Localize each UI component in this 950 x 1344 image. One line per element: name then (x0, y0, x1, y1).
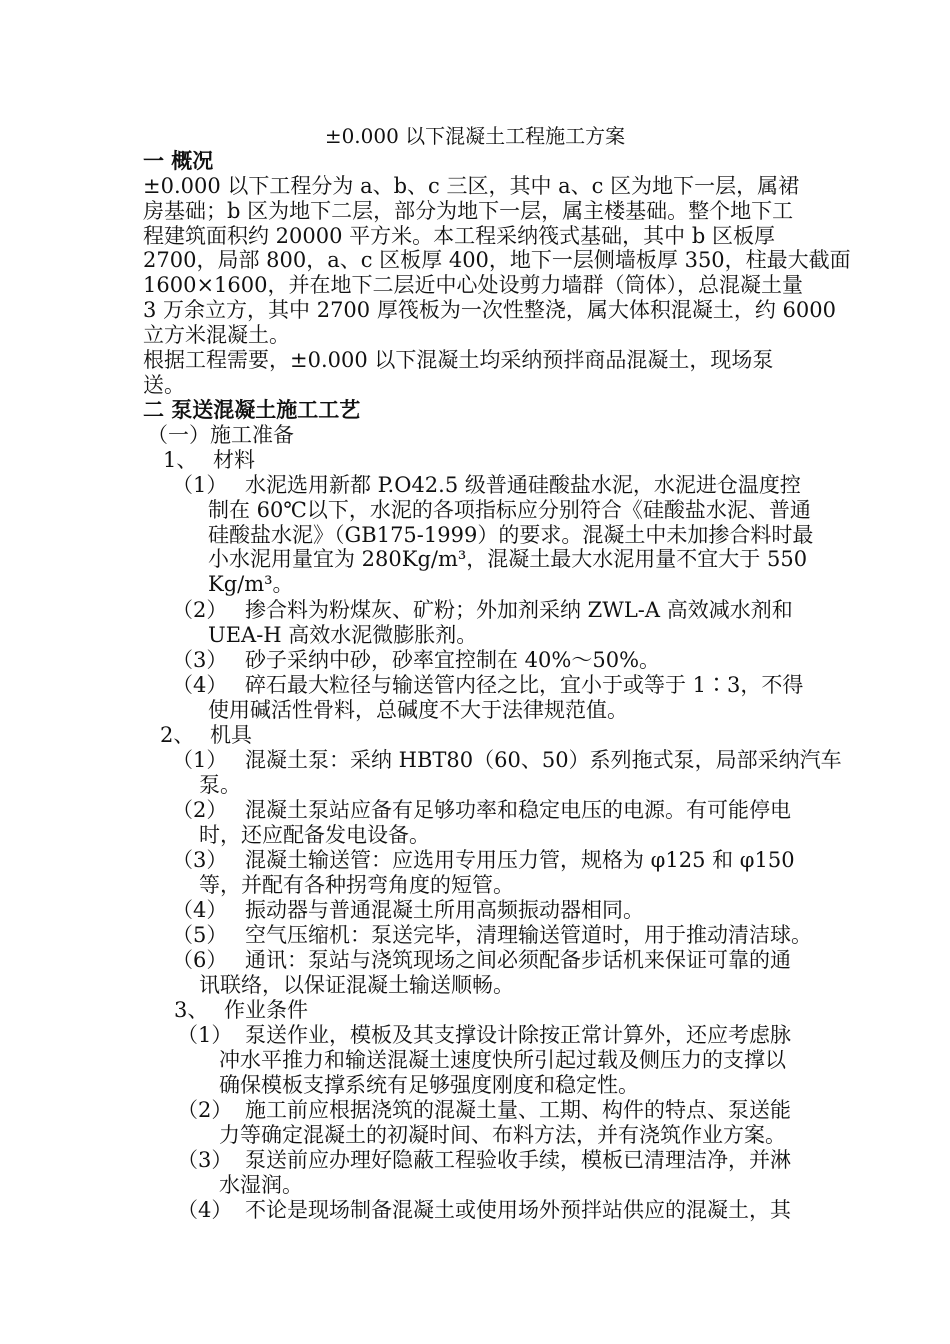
item-number: （3） (177, 1148, 233, 1172)
text-line: 等，并配有各种拐弯角度的短管。 (199, 872, 514, 897)
text-line: 通讯：泵站与浇筑现场之间必须配备步话机来保证可靠的通 (245, 948, 791, 972)
item-number: （1） (172, 473, 228, 497)
text-line: 时，还应配备发电设备。 (199, 822, 430, 847)
text-line: 不论是现场制备混凝土或使用场外预拌站供应的混凝土，其 (245, 1198, 791, 1222)
item-number: （2） (172, 798, 228, 822)
text-line: 泵。 (199, 772, 241, 797)
text-line: 泵送前应办理好隐蔽工程验收手续，模板已清理洁净，并淋 (245, 1148, 791, 1172)
text-line: 程建筑面积约 20000 平方米。本工程采纳筏式基础，其中 b 区板厚 (143, 223, 775, 248)
item-number: （5） (172, 923, 228, 947)
list-item (172, 648, 660, 673)
text-line: 空气压缩机：泵送完毕，清理输送管道时，用于推动清洁球。 (245, 923, 812, 947)
heading-label: 机具 (210, 723, 252, 747)
list-item (177, 1198, 791, 1223)
text-line: 振动器与普通混凝土所用高频振动器相同。 (245, 898, 644, 922)
text-line: 1600×1600，并在地下二层近中心处设剪力墙群（筒体），总混凝土量 (143, 273, 803, 298)
subsection-heading-preparation: （一）施工准备 (147, 423, 294, 447)
text-line: ±0.000 以下工程分为 a、b、c 三区，其中 a、c 区为地下一层，属裙 (143, 174, 800, 198)
text-line: 混凝土泵站应备有足够功率和稳定电压的电源。有可能停电 (245, 798, 791, 822)
text-line: 施工前应根据浇筑的混凝土量、工期、构件的特点、泵送能 (245, 1098, 791, 1122)
list-item (172, 923, 812, 948)
text-line: 硅酸盐水泥》（GB175-1999）的要求。混凝土中未加掺合料时最 (208, 522, 814, 547)
section-heading-pumping: 二 泵送混凝土施工工艺 (143, 397, 361, 422)
list-item (172, 848, 795, 898)
item-number: （4） (172, 898, 228, 922)
item-number: （3） (172, 848, 228, 872)
text-line: 使用碱活性骨料，总碱度不大于法律规范值。 (208, 697, 628, 722)
heading-number: 3、 (174, 998, 209, 1022)
heading-number: 2、 (160, 723, 195, 747)
text-line: 制在 60℃以下，水泥的各项指标应分别符合《硅酸盐水泥、普通 (208, 497, 811, 522)
list-item (177, 1148, 791, 1198)
heading-number: 1、 (163, 448, 198, 472)
list-item (177, 1098, 791, 1148)
document-title: ±0.000 以下混凝土工程施工方案 (324, 124, 626, 148)
item-number: （4） (177, 1198, 233, 1222)
text-line: 房基础；b 区为地下二层，部分为地下一层，属主楼基础。整个地下工 (143, 198, 794, 223)
list-item (177, 1023, 791, 1097)
list-item (172, 798, 791, 848)
text-line: 砂子采纳中砂，砂率宜控制在 40%～50%。 (245, 648, 661, 672)
text-line: Kg/m³。 (208, 572, 294, 597)
text-line: 掺合料为粉煤灰、矿粉；外加剂采纳 ZWL-A 高效减水剂和 (245, 598, 793, 622)
text-line: 混凝土输送管：应选用专用压力管，规格为 φ125 和 φ150 (245, 848, 795, 872)
item-number: （3） (172, 648, 228, 672)
heading-label: 材料 (213, 448, 255, 472)
overview-paragraph-1 (143, 174, 851, 348)
text-line: 水泥选用新都 P.O42.5 级普通硅酸盐水泥，水泥进仓温度控 (245, 473, 801, 497)
text-line: 冲水平推力和输送混凝土速度快所引起过载及侧压力的支撑以 (219, 1047, 786, 1072)
item-number: （2） (177, 1098, 233, 1122)
text-line: 确保模板支撑系统有足够强度刚度和稳定性。 (219, 1072, 639, 1097)
heading-materials (163, 448, 255, 473)
text-line: 力等确定混凝土的初凝时间、布料方法，并有浇筑作业方案。 (219, 1122, 786, 1147)
heading-label: 作业条件 (224, 998, 308, 1022)
section-heading-overview: 一 概况 (143, 148, 214, 173)
text-line: 水湿润。 (219, 1172, 303, 1197)
item-number: （4） (172, 673, 228, 697)
text-line: 2700，局部 800，a、c 区板厚 400，地下一层侧墙板厚 350，柱最大截面 (143, 248, 851, 273)
item-number: （1） (177, 1023, 233, 1047)
list-item (172, 673, 803, 723)
list-item (172, 598, 793, 648)
text-line: UEA-H 高效水泥微膨胀剂。 (208, 622, 478, 647)
text-line: 碎石最大粒径与输送管内径之比，宜小于或等于 1∶3，不得 (245, 673, 804, 697)
item-number: （2） (172, 598, 228, 622)
text-line: 讯联络，以保证混凝土输送顺畅。 (199, 972, 514, 997)
heading-machines (160, 723, 252, 748)
item-number: （6） (172, 948, 228, 972)
heading-conditions (174, 998, 308, 1023)
overview-paragraph-2 (143, 348, 843, 398)
list-item (172, 473, 813, 597)
text-line: 泵送作业，模板及其支撑设计除按正常计算外，还应考虑脉 (245, 1023, 791, 1047)
list-item (172, 898, 644, 923)
text-line: 根据工程需要，±0.000 以下混凝土均采纳预拌商品混凝土，现场泵 (143, 348, 774, 372)
text-line: 小水泥用量宜为 280Kg/m³，混凝土最大水泥用量不宜大于 550 (208, 547, 808, 572)
list-item (172, 948, 791, 998)
list-item (172, 748, 842, 798)
text-line: 3 万余立方，其中 2700 厚筏板为一次性整浇，属大体积混凝土，约 6000 (143, 297, 836, 322)
text-line: 立方米混凝土。 (143, 322, 290, 347)
text-line: 混凝土泵：采纳 HBT80（60、50）系列拖式泵，局部采纳汽车 (245, 748, 842, 772)
text-line: 送。 (143, 372, 185, 397)
item-number: （1） (172, 748, 228, 772)
